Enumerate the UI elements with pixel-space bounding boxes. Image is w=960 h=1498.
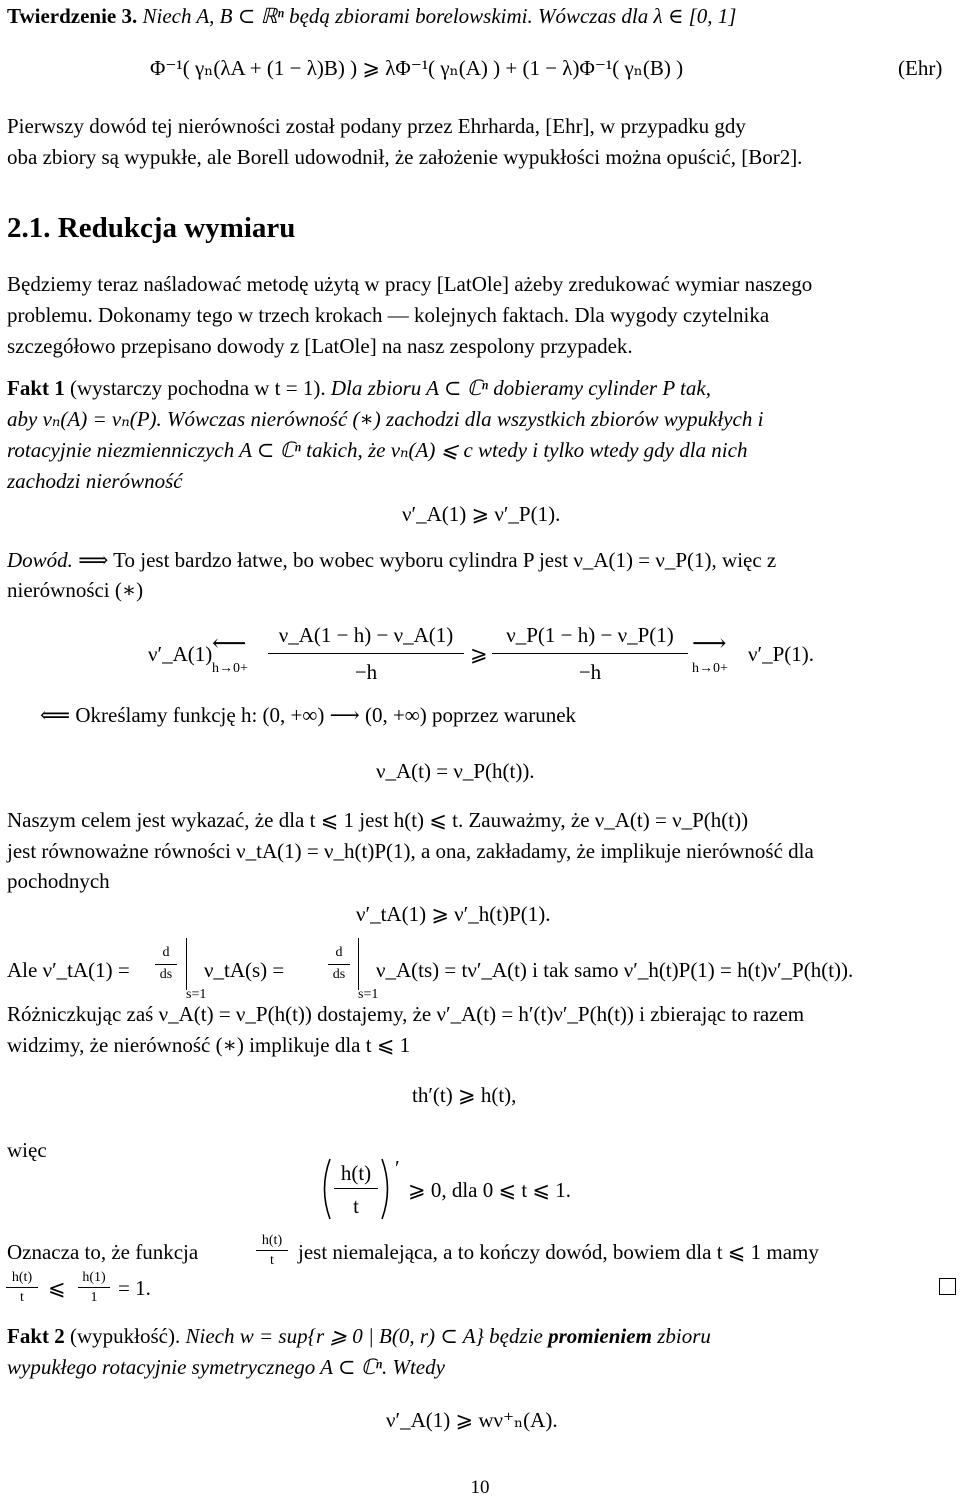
left-paren [318, 1158, 332, 1220]
fraction-bar [334, 1188, 378, 1189]
paragraph-line: jest równoważne równości ν_tA(1) = ν_h(t)P(1), a ona, zakładamy, że implikuje nierówność dla [7, 839, 814, 863]
display-equation: ν′_tA(1) ⩾ ν′_h(t)P(1). [356, 902, 551, 926]
ale-part-c: ν_A(ts) = tν′_A(t) i tak samo ν′_h(t)P(1) = h(t)ν′_P(h(t)). [376, 958, 854, 982]
display-equation: ν′_A(1) ⩾ wν⁺ₙ(A). [386, 1408, 558, 1432]
fraction-denominator: t [270, 1253, 274, 1268]
ale-part-b: ν_tA(s) = [204, 958, 285, 982]
fraction-denominator: 1 [90, 1290, 98, 1305]
geq-sign: ⩾ [470, 642, 488, 666]
fraction-numerator: h(t) [340, 1161, 372, 1185]
paragraph-line: problemu. Dokonamy tego w trzech krokach — kolejnych faktach. Dla wygody czytelnika [7, 303, 770, 327]
leq-sign: ⩽ [48, 1276, 66, 1300]
limit-right: ν′_P(1). [748, 642, 815, 666]
fact-parenthetical: (wypukłość). [70, 1324, 181, 1348]
fraction-numerator: h(t) [261, 1233, 283, 1248]
fraction-a-numerator: ν_A(1 − h) − ν_A(1) [278, 623, 454, 647]
ds-denominator: ds [332, 967, 346, 982]
evaluation-subscript: s=1 [358, 987, 379, 1002]
fraction-bar [256, 1250, 288, 1251]
paragraph-line: Pierwszy dowód tej nierówności został podany przez Ehrharda, [Ehr], w przypadku gdy [7, 114, 746, 138]
prime-mark: ′ [395, 1156, 400, 1180]
d-numerator: d [162, 945, 170, 960]
fraction-bar [78, 1287, 110, 1288]
paragraph-text: = 1. [118, 1276, 151, 1300]
fraction-bar [268, 653, 464, 654]
fact-line: aby νₙ(A) = νₙ(P). Wówczas nierówność (∗) zachodzi dla wszystkich zbiorów wypukłych i [7, 407, 764, 431]
proof-line: ⟸ Określamy funkcję h: (0, +∞) ⟶ (0, +∞) poprzez warunek [40, 703, 577, 727]
fraction-numerator: h(1) [82, 1270, 106, 1285]
fraction-denominator: t [20, 1290, 24, 1305]
fact-text: Dla zbioru A ⊂ ℂⁿ dobieramy cylinder P tak, [330, 376, 711, 400]
qed-square-icon [939, 1278, 956, 1295]
fraction-a-denominator: −h [354, 660, 378, 684]
proof-line: nierówności (∗) [7, 578, 144, 602]
ale-part-a: Ale ν′_tA(1) = [7, 958, 130, 982]
fraction-denominator: t [353, 1194, 359, 1218]
equation-tail: ⩾ 0, dla 0 ⩽ t ⩽ 1. [408, 1178, 572, 1202]
theorem-text: Niech A, B ⊂ ℝⁿ będą zbiorami borelowskimi. Wówczas dla λ ∈ [0, 1] [142, 4, 737, 28]
display-equation: th′(t) ⩾ h(t), [412, 1083, 517, 1107]
fact-text: Niech w = sup{r ⩾ 0 | B(0, r) ⊂ A} będzie [185, 1324, 543, 1348]
fact-line: wypukłego rotacyjnie symetrycznego A ⊂ ℂⁿ. Wtedy [7, 1355, 445, 1379]
theorem-line [7, 6, 736, 27]
display-equation: ν_A(t) = ν_P(h(t)). [376, 759, 535, 783]
fraction-p-numerator: ν_P(1 − h) − ν_P(1) [506, 623, 674, 647]
fact-line: rotacyjnie niezmienniczych A ⊂ ℂⁿ takich, że νₙ(A) ⩽ c wtedy i tylko wtedy gdy dla nich [7, 438, 748, 462]
right-arrow-icon: ⟶ [692, 631, 727, 657]
fact-emphasis: promieniem [548, 1324, 652, 1348]
fact-text: zbioru [657, 1324, 711, 1348]
page-number: 10 [470, 1477, 490, 1498]
evaluation-bar [186, 938, 187, 990]
proof-heading: Dowód. [7, 548, 73, 572]
paragraph-line: widzimy, że nierówność (∗) implikuje dla t ⩽ 1 [7, 1033, 411, 1057]
ds-denominator: ds [159, 967, 173, 982]
paragraph-text: jest niemalejąca, a to kończy dowód, bowiem dla t ⩽ 1 mamy [298, 1240, 819, 1264]
paragraph-text: Oznacza to, że funkcja [7, 1240, 199, 1264]
display-equation: ν′_A(1) ⩾ ν′_P(1). [402, 502, 561, 526]
evaluation-subscript: s=1 [186, 987, 207, 1002]
fact-line: zachodzi nierówność [7, 469, 183, 493]
section-heading: 2.1. Redukcja wymiaru [7, 212, 296, 244]
right-paren [380, 1158, 394, 1220]
proof-line [7, 550, 776, 571]
theorem-heading: Twierdzenie 3. [7, 4, 138, 28]
fact-heading: Fakt 1 [7, 376, 65, 400]
paragraph-line: pochodnych [7, 869, 110, 893]
fact-parenthetical: (wystarczy pochodna w t = 1). [70, 376, 326, 400]
fraction-bar [328, 964, 350, 965]
fraction-p-denominator: −h [578, 660, 602, 684]
fraction-bar [492, 653, 688, 654]
paragraph-line: szczegółowo przepisano dowody z [LatOle] na nasz zespolony przypadek. [7, 334, 633, 358]
fraction-numerator: h(t) [11, 1270, 33, 1285]
paragraph-line: oba zbiory są wypukłe, ale Borell udowodnił, że założenie wypukłości można opuścić, [Bor2]. [7, 145, 803, 169]
left-arrow-icon: ⟵ [212, 631, 247, 657]
fraction-bar [6, 1287, 38, 1288]
proof-text: ⟹ To jest bardzo łatwe, bo wobec wyboru cylindra P jest ν_A(1) = ν_P(1), więc z [78, 548, 777, 572]
paragraph-line: więc [7, 1138, 47, 1162]
ehrhard-inequality: Φ⁻¹( γₙ(λA + (1 − λ)B) ) ⩾ λΦ⁻¹( γₙ(A) ) + (1 − λ)Φ⁻¹( γₙ(B) ) [150, 56, 684, 80]
paragraph-line: Różniczkując zaś ν_A(t) = ν_P(h(t)) dostajemy, że ν′_A(t) = h′(t)ν′_P(h(t)) i zbierając to razem [7, 1002, 805, 1026]
limit-left: ν′_A(1) [148, 642, 213, 666]
fraction-bar [155, 964, 177, 965]
fact-line [7, 1326, 711, 1347]
limit-subscript: h→0+ [692, 661, 728, 676]
d-numerator: d [335, 945, 343, 960]
evaluation-bar [358, 938, 359, 990]
limit-subscript: h→0+ [212, 661, 248, 676]
paragraph-line: Będziemy teraz naśladować metodę użytą w pracy [LatOle] ażeby zredukować wymiar naszego [7, 272, 813, 296]
paragraph-line: Naszym celem jest wykazać, że dla t ⩽ 1 jest h(t) ⩽ t. Zauważmy, że ν_A(t) = ν_P(h(t)) [7, 808, 749, 832]
fact-heading: Fakt 2 [7, 1324, 65, 1348]
fact-line [7, 378, 711, 399]
equation-tag: (Ehr) [898, 56, 943, 80]
